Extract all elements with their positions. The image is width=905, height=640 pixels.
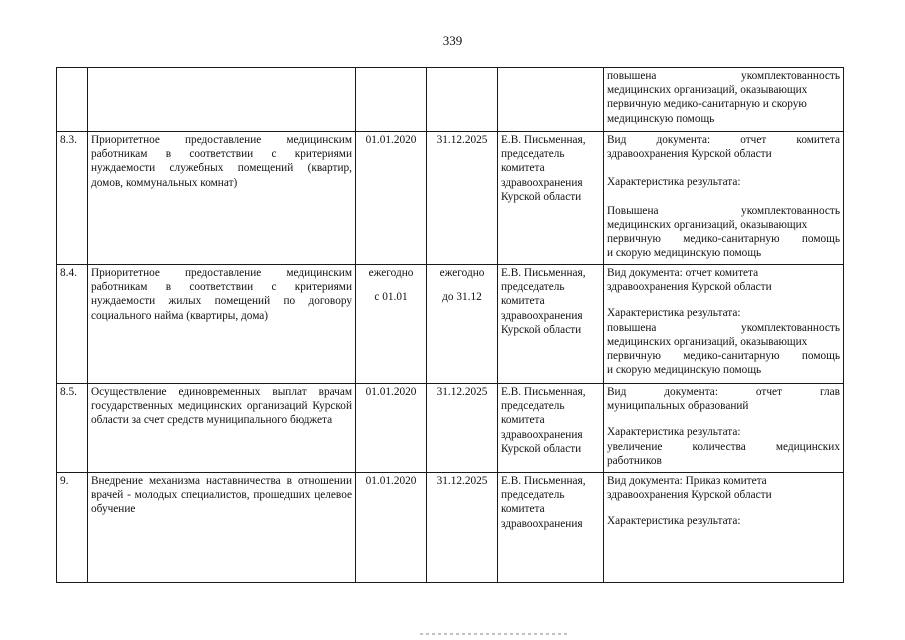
document-type-line: здравоохранения Курской области (607, 489, 772, 502)
result-line: Повышена укомплектованность (607, 204, 840, 217)
end-date-line: до 31.12 (442, 291, 482, 304)
responsible-line: Е.В. Письменная, (501, 386, 586, 398)
result-line: первичную медико-санитарную и скорую (607, 98, 807, 111)
start-date-line: с 01.01 (374, 291, 408, 304)
responsible-line: Курской области (501, 323, 582, 336)
responsible-line: комитета (501, 414, 545, 427)
responsible-line: комитета (501, 295, 545, 308)
table-row (57, 384, 844, 473)
end-date-cell: 31.12.2025 (427, 132, 498, 265)
responsible-line: Курской области (501, 190, 582, 203)
row-number-cell: 8.4. (57, 265, 88, 384)
responsible-line: Е.В. Письменная, (501, 475, 586, 487)
end-date-cell (427, 68, 498, 132)
end-date-cell: 31.12.2025 (427, 473, 498, 583)
measures-table (56, 67, 844, 583)
responsible-line: Курской области (501, 442, 582, 455)
result-characteristic-label: Характеристика результата: (607, 176, 741, 189)
responsible-line: здравоохранения (501, 428, 583, 441)
responsible-cell (498, 265, 604, 384)
result-line: медицинских организаций, оказывающих (607, 218, 808, 231)
result-line: медицинских организаций, оказывающих (607, 84, 808, 97)
scan-artifact (420, 633, 570, 635)
end-date-cell (427, 265, 498, 384)
responsible-line: комитета (501, 162, 545, 175)
result-line: первичную медико-санитарную помощь (607, 233, 840, 246)
responsible-line: комитета (501, 503, 545, 516)
document-type-line: здравоохранения Курской области (607, 281, 772, 294)
table-row (57, 68, 844, 132)
row-number-cell: 8.5. (57, 384, 88, 473)
document-type-line: Вид документа: отчет глав (607, 386, 840, 398)
result-cell (604, 473, 844, 583)
responsible-line: здравоохранения (501, 517, 583, 530)
document-type-line: здравоохранения Курской области (607, 148, 772, 161)
page-number: 339 (442, 33, 463, 48)
responsible-cell (498, 384, 604, 473)
responsible-cell (498, 473, 604, 583)
document-type-line: Вид документа: Приказ комитета (607, 475, 767, 487)
result-line: первичную медико-санитарную помощь (607, 350, 840, 363)
start-date-cell: 01.01.2020 (356, 132, 427, 265)
measure-name-cell: Осуществление единовременных выплат врачам государственных медицинских организаций Курской области за счет средств муниципального бюджета (88, 384, 356, 473)
result-cell (604, 384, 844, 473)
result-line: работников (607, 454, 662, 467)
measure-name-cell: Приоритетное предоставление медицинским работникам в соответствии с критериями нуждаемости жилых помещений по договору социального найма (квартиры, дома) (88, 265, 356, 384)
result-line: медицинских организаций, оказывающих (607, 335, 808, 348)
row-number-cell: 8.3. (57, 132, 88, 265)
table-row (57, 473, 844, 583)
responsible-cell (498, 132, 604, 265)
responsible-line: здравоохранения (501, 176, 583, 189)
result-cell (604, 265, 844, 384)
responsible-line: председатель (501, 489, 565, 502)
result-line: медицинскую помощь (607, 112, 715, 125)
start-date-cell (356, 68, 427, 132)
document-type-line: муниципальных образований (607, 400, 749, 413)
responsible-line: здравоохранения (501, 309, 583, 322)
document-type-line: Вид документа: отчет комитета (607, 267, 759, 279)
responsible-line: Е.В. Письменная, (501, 134, 586, 146)
table-row (57, 265, 844, 384)
start-date-line: ежегодно (368, 267, 414, 279)
table-row (57, 132, 844, 265)
responsible-cell (498, 68, 604, 132)
measure-name-cell (88, 68, 356, 132)
row-number-cell: 9. (57, 473, 88, 583)
document-type-line: Вид документа: отчет комитета (607, 134, 840, 146)
responsible-line: председатель (501, 400, 565, 413)
responsible-line: председатель (501, 148, 565, 161)
start-date-cell: 01.01.2020 (356, 384, 427, 473)
result-cell (604, 68, 844, 132)
end-date-line: ежегодно (439, 267, 485, 279)
result-characteristic-label: Характеристика результата: (607, 426, 741, 439)
result-line: повышена укомплектованность (607, 321, 840, 334)
responsible-line: Е.В. Письменная, (501, 267, 586, 279)
start-date-cell: 01.01.2020 (356, 473, 427, 583)
result-characteristic-label: Характеристика результата: (607, 515, 741, 528)
result-line: и скорую медицинскую помощь (607, 247, 762, 260)
measure-name-cell: Внедрение механизма наставничества в отношении врачей - молодых специалистов, прошедших целевое обучение (88, 473, 356, 583)
responsible-line: председатель (501, 281, 565, 294)
start-date-cell (356, 265, 427, 384)
result-line: повышена укомплектованность (607, 70, 840, 82)
result-cell (604, 132, 844, 265)
result-line: увеличение количества медицинских (607, 440, 840, 453)
measure-name-cell: Приоритетное предоставление медицинским работникам в соответствии с критериями нуждаемости служебных помещений (квартир, домов, коммунальных комнат) (88, 132, 356, 265)
result-line: и скорую медицинскую помощь (607, 364, 762, 377)
end-date-cell: 31.12.2025 (427, 384, 498, 473)
result-characteristic-label: Характеристика результата: (607, 307, 741, 320)
row-number-cell (57, 68, 88, 132)
